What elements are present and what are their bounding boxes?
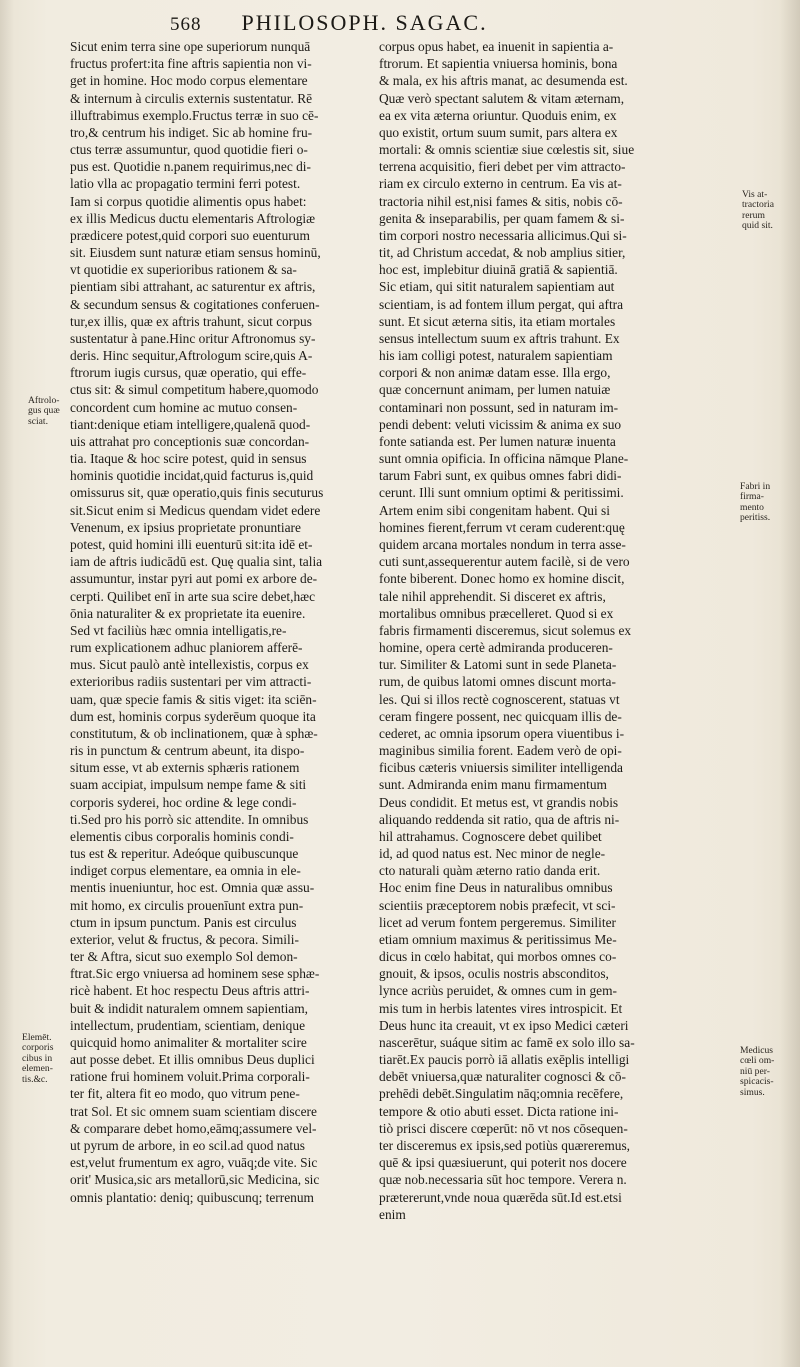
text-line: quæ concernunt animam, per lumen natuiæ	[379, 382, 611, 398]
side-note-line: tractoria	[742, 199, 774, 211]
text-line: mortalibus omnibus præcelleret. Quod si ex	[379, 605, 614, 621]
text-line: ter fit, altera fit eo modo, quo vitrum pene-	[70, 1086, 300, 1102]
text-line: uam, quæ specie famis & sitis viget: ita sciēn-	[70, 691, 317, 707]
text-line: sunt omnia opificia. In officina nāmque Plane-	[379, 451, 629, 467]
text-line: tempore & otio abuti esset. Dicta ratione ini-	[379, 1103, 619, 1119]
text-line: cto naturali quàm æterno ratio danda erit.	[379, 863, 601, 879]
text-line: Hoc enim fine Deus in naturalibus omnibus	[379, 880, 613, 896]
text-line: debēt vniuersa,quæ naturaliter cognosci & cō-	[379, 1069, 626, 1085]
text-line: ter disceremus ex ipsis,sed potiùs quæreremus,	[379, 1138, 631, 1153]
text-line: mus. Sicut paulò antè intellexistis, corpus ex	[70, 657, 309, 673]
text-line: etiam omnium maximus & peritissimus Me-	[379, 931, 617, 947]
text-line: suam accipiat, impulsum nempe fame & siti	[70, 777, 307, 793]
text-line: ut pyrum de arbore, in eo scil.ad quod natus	[70, 1138, 306, 1153]
text-line: fructus profert:ita fine aftris sapientia non vi-	[70, 56, 312, 72]
text-line: tur. Similiter & Latomi sunt in sede Planeta-	[379, 657, 617, 673]
text-line: pientiam sibi attrahant, ac saturentur ex aftris,	[70, 279, 316, 295]
text-line: illuftrabimus exemplo.Fructus terræ in suo cē-	[70, 107, 319, 123]
text-line: les. Qui si illos rectè cognoscerent, statuas vt	[379, 691, 620, 707]
side-note-line: Vis at-	[742, 189, 768, 200]
text-line: genita & inseparabilis, per quam famem & si-	[379, 210, 625, 226]
side-note-line: elemen-	[22, 1063, 53, 1075]
side-note-line: Elemēt.	[22, 1032, 52, 1043]
page-number: 568	[170, 14, 202, 35]
text-line: hominis quotidie incidat,quid facturus is,quid	[70, 468, 314, 484]
text-line: scientiam, is ad fontem illum pergat, qui aftra	[379, 296, 624, 312]
text-line: tro,& centrum his indiget. Sic ab homine fru-	[70, 124, 313, 140]
side-note-medicus	[740, 1046, 774, 1098]
text-line: ratione frui hominem voluit.Prima corporali-	[70, 1069, 310, 1085]
text-line: omissurus sit, quæ operatio,quis finis secuturus	[70, 485, 324, 501]
text-line: id, ad quod natus est. Nec minor de negle-	[379, 846, 606, 862]
text-line: ti.Sed pro his porrò sic attendite. In omnibus	[70, 811, 309, 827]
text-line: situm esse, vt ab externis sphæris rationem	[70, 760, 300, 776]
text-line: concordent cum homine ac mutuo consen-	[70, 399, 298, 415]
text-line: deris. Hinc sequitur,Aftrologum scire,quis A-	[70, 348, 313, 364]
side-note-line: rerum	[742, 209, 765, 221]
text-line: prætererunt,vnde noua quærēda sūt.Id est.etsi	[379, 1189, 622, 1205]
text-line: assumuntur, instar pyri aut pomi ex arbore de-	[70, 571, 318, 587]
text-line: Artem enim sibi congenitam habent. Qui si	[379, 502, 610, 518]
side-note-line: simus.	[740, 1086, 765, 1098]
text-line: Iam si corpus quotidie alimentis opus habet:	[70, 193, 307, 209]
side-note-line: niū per-	[740, 1065, 770, 1077]
side-note-astrologus	[28, 396, 60, 427]
text-line: cederet, ac omnia ipsorum opera viuentibus i-	[379, 725, 625, 741]
right-text-column	[379, 38, 711, 1223]
text-line: hil attrahamus. Cognoscere debet quilibet	[379, 828, 602, 844]
text-line: licet ad verum fontem pergeremus. Similiter	[379, 914, 616, 930]
text-line: ōnia naturaliter & ex proprietate ita euenire.	[70, 605, 306, 621]
text-line: ter & Aftra, sicut suo exemplo Sol demon-	[70, 949, 298, 965]
text-line: rum explicationem adhuc planiorem afferē-	[70, 640, 303, 656]
text-line: potest, quid homini illi euenturū sit:ita idē et-	[70, 536, 313, 552]
text-line: ris in punctum & centrum abeunt, ita dispo-	[70, 743, 305, 759]
text-line: intellectum, prudentiam, scientiam, denique	[70, 1017, 306, 1033]
text-line: terrena acquisitio, fieri debet per vim attracto-	[379, 159, 626, 175]
text-line: & secundum sensus & cogitationes conferuen-	[70, 296, 320, 312]
text-line: tarum Fabri sunt, ex quibus omnes fabri didi-	[379, 468, 622, 484]
text-line: Venenum, ex ipsius proprietate pronuntiare	[70, 519, 301, 535]
text-line: corpori & non animæ datam esse. Illa ergo,	[379, 365, 611, 381]
text-line: ftrorum iugis cursus, quæ operatio, qui effe-	[70, 365, 307, 381]
text-line: & internum à circulis externis sustentatur. Rē	[70, 90, 313, 106]
text-line: sustentatur à pane.Hinc oritur Aftronomus sy-	[70, 330, 316, 346]
text-line: contaminari non possunt, sed in naturam im-	[379, 399, 619, 415]
text-line: Sicut enim terra sine ope superiorum nunquā	[70, 39, 311, 54]
text-line: ficibus cæteris vniuersis similiter intelligenda	[379, 760, 623, 776]
text-line: pus est. Quotidie n.panem requirimus,nec di-	[70, 159, 311, 175]
text-line: quidem arcana mortales nondum in terra asse-	[379, 536, 626, 552]
text-line: ricè habent. Et hoc respectu Deus aftris attri-	[70, 983, 310, 999]
text-line: homine, opera certè admiranda produceren-	[379, 640, 613, 656]
side-note-line: Fabri in	[740, 481, 771, 492]
side-note-line: sciat.	[28, 415, 48, 427]
text-line: tit, ad Christum accedat, & nob amplius sitier,	[379, 245, 626, 261]
text-line: & comparare debet homo,eāmq;assumere vel-	[70, 1120, 317, 1136]
side-note-line: Aftrolo-	[28, 395, 60, 406]
text-line: ea ex vita æterna oriuntur. Quoduis enim, ex	[379, 107, 617, 123]
text-line: sensus intellectum suum ex aftris trahunt. Ex	[379, 330, 620, 346]
text-line: cerpti. Quilibet enī in arte sua scire debet,hæc	[70, 588, 316, 604]
text-line: enim	[379, 1206, 406, 1222]
text-line: corporis syderei, hoc ordine & lege condi-	[70, 794, 297, 810]
side-note-line: tis.&c.	[22, 1073, 48, 1085]
text-line: tiarēt.Ex paucis porrò iā allatis exēplis intelligi	[379, 1052, 630, 1068]
text-line: sunt. Et sicut æterna sitis, ita etiam mortales	[379, 313, 616, 329]
text-line: dum est, hominis corpus syderēum quoque ita	[70, 708, 316, 724]
text-line: quo existit, ortum suum sumit, pars altera ex	[379, 124, 618, 140]
text-line: ex illis Medicus ductu elementaris Aftrologiæ	[70, 210, 316, 226]
text-line: sit.Sicut enim si Medicus quendam videt edere	[70, 502, 321, 518]
side-note-fabri	[740, 482, 770, 524]
text-line: indiget corpus elementare, ea omnia in ele-	[70, 863, 301, 879]
side-note-line: cibus in	[22, 1052, 53, 1064]
text-line: buit & indidit naturalem omnem sapientiam,	[70, 1000, 309, 1016]
text-line: ctus terræ assumuntur, quod quotidie fieri o-	[70, 142, 308, 158]
text-line: prædicere potest,quid corpori suo euenturum	[70, 227, 310, 243]
text-line: Quæ verò spectant salutem & vitam æternam,	[379, 90, 625, 106]
text-line: Sic etiam, qui sitit naturalem sapientiam aut	[379, 279, 615, 295]
text-line: uis attrahat pro conceptionis suæ concordan-	[70, 433, 310, 449]
side-note-line: corporis	[22, 1042, 54, 1054]
text-line: latio vlla ac propagatio termini ferri potest.	[70, 176, 301, 192]
text-line: pendi debent: veluti vicissim & anima ex suo	[379, 416, 622, 432]
text-line: prehēdi debēt.Singulatim nāq;omnia recēfere,	[379, 1086, 624, 1102]
text-line: riam ex circulo externo in centrum. Ea vis at-	[379, 176, 622, 192]
text-line: quæ nob.necessaria sūt hoc tempore. Verera n.	[379, 1172, 627, 1188]
text-line: tim corpori nostro necessaria allicimus.Qui si-	[379, 227, 627, 243]
text-line: mis tum in herbis latentes vires introspicit. Et	[379, 1000, 623, 1016]
side-note-line: peritiss.	[740, 512, 771, 524]
text-line: gnouit, & ipsos, oculis nostris absconditos,	[379, 966, 609, 982]
text-line: iam de aftris iudicādū est. Quę qualia sint, talia	[70, 554, 323, 570]
side-note-line: spicacis-	[740, 1076, 774, 1088]
text-line: ftrorum. Et sapientia vniuersa hominis, bona	[379, 56, 618, 72]
text-line: aliquando reddenda sit ratio, qua de aftris ni-	[379, 811, 620, 827]
text-line: lynce acriùs peruidet, & omnes cum in gem-	[379, 983, 617, 999]
text-line: omnis plantatio: deniq; quibuscunq; terrenum	[70, 1189, 314, 1205]
text-line: cerunt. Illi sunt omnium optimi & peritissimi.	[379, 485, 624, 501]
text-line: aut posse debet. Et illis omnibus Deus duplici	[70, 1052, 315, 1068]
text-line: ctus sit: & simul competitum habere,quomodo	[70, 382, 319, 398]
text-line: mentis inueniuntur, hoc est. Omnia quæ assu-	[70, 880, 315, 896]
text-line: corpus opus habet, ea inuenit in sapientia a-	[379, 39, 614, 54]
text-line: est,velut frumentum ex agro, vuāq;de vite. Sic	[70, 1155, 318, 1171]
text-line: fabris firmamenti disceremus, sicut solemus ex	[379, 622, 632, 638]
text-line: tus est & reperitur. Adeóque quibuscunque	[70, 846, 299, 862]
text-line: fonte biberent. Donec homo ex homine discit,	[379, 571, 625, 587]
side-note-line: cœli om-	[740, 1055, 775, 1067]
text-line: exterioribus radiis sustentari per vim attracti-	[70, 674, 312, 690]
text-line: quicquid homo animaliter & mortaliter scire	[70, 1034, 307, 1050]
text-line: homines fierent,ferrum vt ceram cuderent:quę	[379, 519, 625, 535]
text-line: sunt. Admiranda enim manu firmamentum	[379, 777, 607, 793]
text-line: maginibus similia forent. Eadem verò de opi-	[379, 743, 622, 759]
text-line: orit' Musica,sic ars metallorū,sic Medicina, sic	[70, 1172, 320, 1188]
text-line: cuti sunt,assequerentur autem facilè, si de vero	[379, 554, 630, 570]
text-line: dicus in cœlo habitat, qui morbos omnes co-	[379, 949, 617, 965]
text-line: trat Sol. Et sic omnem suam scientiam discere	[70, 1103, 317, 1119]
text-line: tia. Itaque & hoc scire potest, quid in sensus	[70, 451, 307, 467]
side-note-elementa	[22, 1033, 53, 1085]
text-line: fonte satianda est. Per lumen naturæ inuenta	[379, 433, 616, 449]
text-line: his iam colligi potest, naturalem sapientiam	[379, 348, 613, 364]
text-line: constitutum, & ob inclinationem, quæ à sphæ-	[70, 725, 318, 741]
text-line: mortali: & omnis scientiæ siue cœlestis sit, siue	[379, 142, 635, 158]
running-title: PHILOSOPH. SAGAC.	[241, 10, 488, 35]
text-line: tiant:denique etiam intelligere,qualenā quod-	[70, 416, 311, 432]
text-line: nascerētur, suáque sitim ac famē ex solo illo sa-	[379, 1034, 635, 1050]
text-line: sit. Eiusdem sunt naturæ etiam sensus hominū,	[70, 245, 321, 261]
text-line: tur,ex illis, quæ ex aftris trahunt, sicut corpus	[70, 313, 312, 329]
text-line: scientiis præceptorem nobis præfecit, vt sci-	[379, 897, 616, 913]
side-note-line: Medicus	[740, 1045, 774, 1056]
text-line: tiò prisci discere cœperūt: nō vt nos cōsequen-	[379, 1120, 628, 1136]
text-line: Deus condidit. Et metus est, vt grandis nobis	[379, 794, 619, 810]
side-note-line: gus quæ	[28, 405, 60, 417]
text-line: quē & ipsi quæsiuerunt, qui poterit nos docere	[379, 1155, 627, 1171]
page-edge-shadow	[780, 0, 800, 1367]
text-line: vt quotidie ex superioribus rationem & sa-	[70, 262, 297, 278]
text-line: mit homo, ex circulis prouenīunt extra pun-	[70, 897, 304, 913]
text-line: hoc est, implebitur diuinā gratiā & sapientiā.	[379, 262, 618, 278]
text-line: Sed vt faciliùs hæc omnia intelligatis,re-	[70, 622, 287, 638]
text-line: tractoria nihil est,nisi fames & sitis, nobis cō-	[379, 193, 623, 209]
text-line: tale nihil apprehendit. Si disceret ex aftris,	[379, 588, 606, 604]
text-line: ftrat.Sic ergo vniuersa ad hominem sese sphæ-	[70, 966, 320, 982]
left-text-column	[70, 38, 368, 1206]
side-note-vis-attractoria	[742, 190, 774, 232]
text-line: ctum in ipsum punctum. Panis est circulus	[70, 914, 297, 930]
page-gutter-shadow	[0, 0, 14, 1367]
side-note-line: quid sit.	[742, 220, 773, 232]
text-line: Deus hunc ita creauit, vt ex ipso Medici cæteri	[379, 1017, 629, 1033]
side-note-line: firma-	[740, 491, 764, 503]
text-line: get in homine. Hoc modo corpus elementare	[70, 73, 308, 89]
side-note-line: mento	[740, 501, 764, 513]
text-line: rum, de quibus latomi omnes discunt morta-	[379, 674, 616, 690]
text-line: ceram fingere possent, nec quicquam illis de-	[379, 708, 622, 724]
text-line: exterior, velut & fructus, & pecora. Simili-	[70, 931, 299, 947]
text-line: & mala, ex his aftris manat, ac desumenda est.	[379, 73, 628, 89]
text-line: elementis cibus corporalis hominis condi-	[70, 828, 294, 844]
